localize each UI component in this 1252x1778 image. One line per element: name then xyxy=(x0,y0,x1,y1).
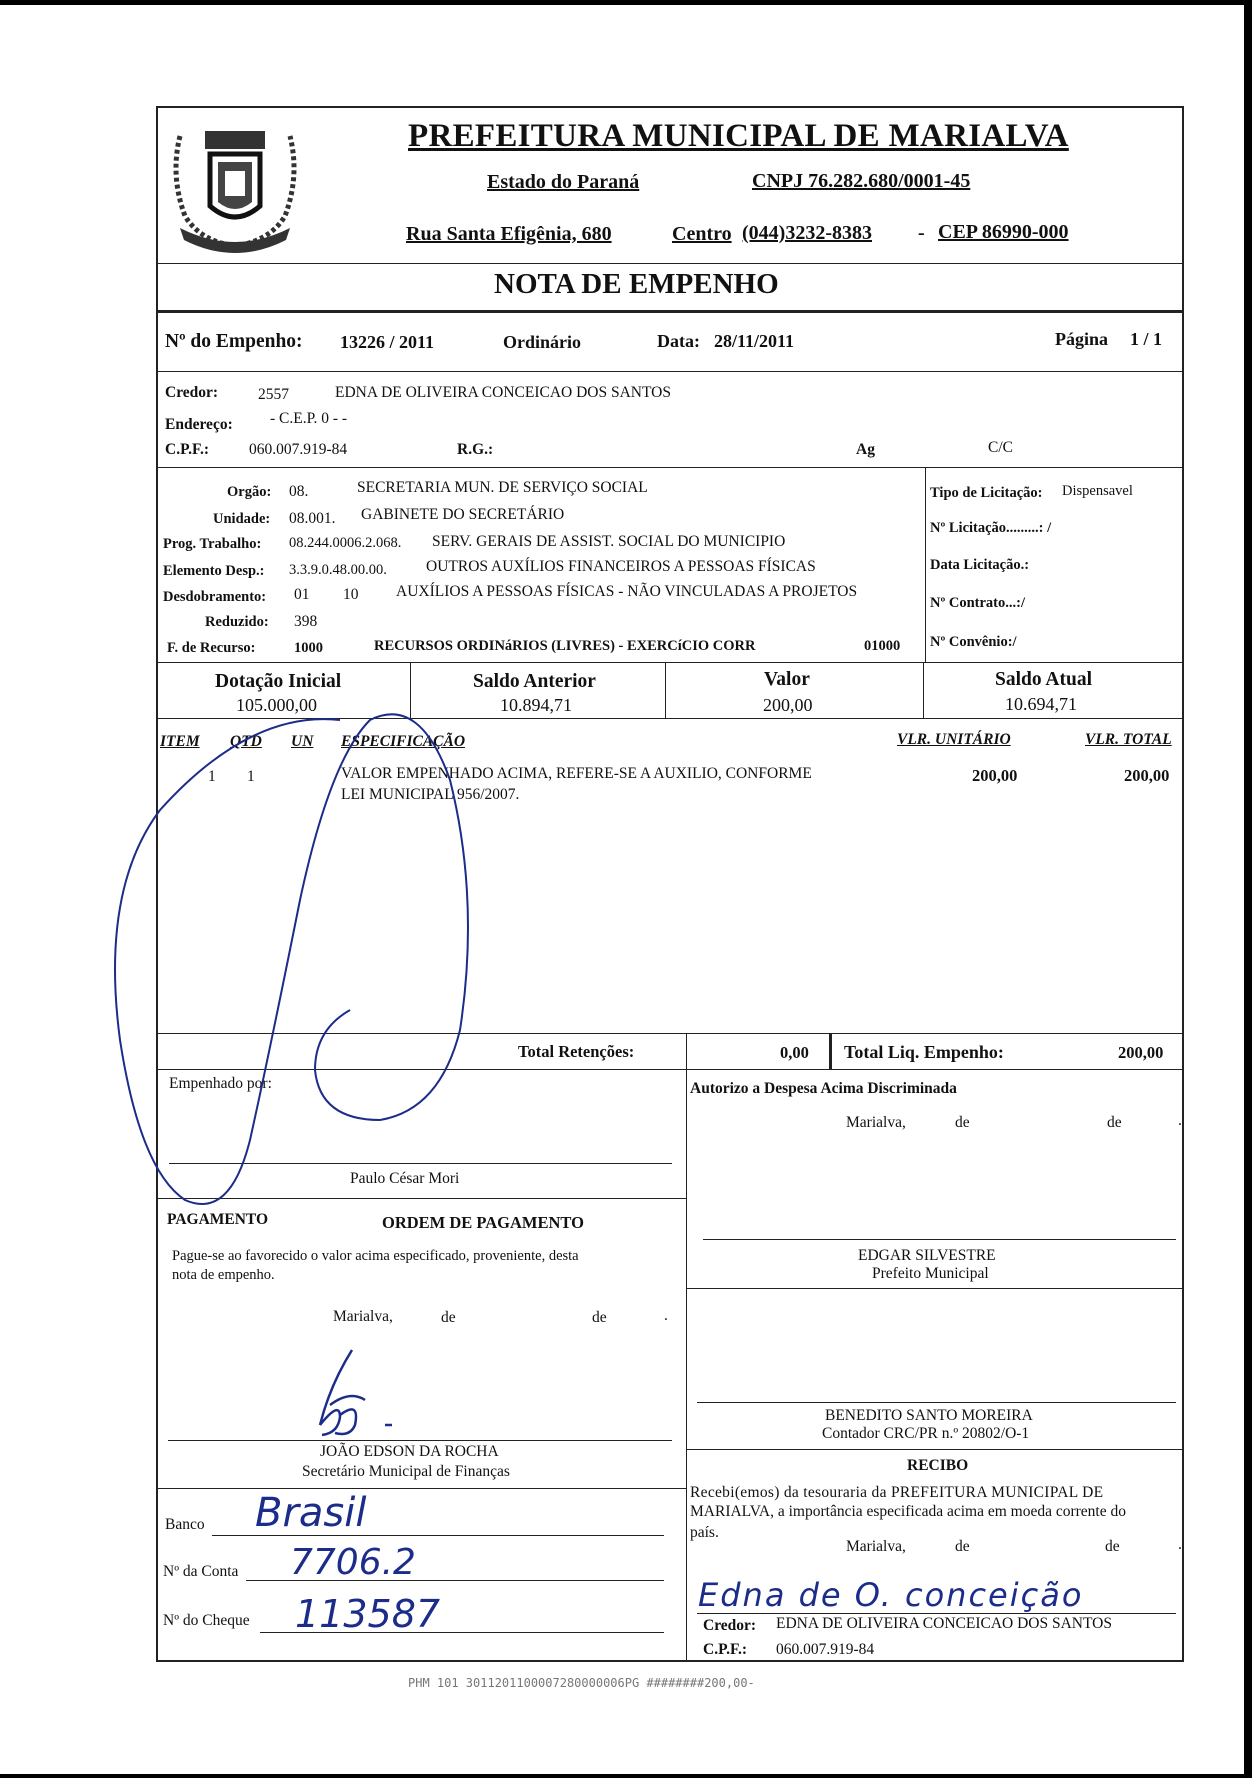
recibo-credor-label: Credor: xyxy=(703,1617,757,1634)
prefeito-title: Prefeito Municipal xyxy=(872,1265,989,1282)
cpf-label: C.P.F.: xyxy=(165,441,210,458)
row-vlr-total: 200,00 xyxy=(1124,766,1170,785)
coat-of-arms-icon xyxy=(160,116,310,264)
dotacao-value: 105.000,00 xyxy=(236,695,317,715)
autorizo-dot: . xyxy=(1178,1112,1182,1129)
contador-name: BENEDITO SANTO MOREIRA xyxy=(825,1407,1033,1424)
pagamento-de2: de xyxy=(592,1309,607,1326)
row-item: 1 xyxy=(208,768,216,785)
total-liq-value: 200,00 xyxy=(1118,1043,1164,1062)
footer-code: PHM 101 3011201100007280000006PG ########200,00- xyxy=(408,1676,755,1690)
saldo-atual-label: Saldo Atual xyxy=(995,669,1092,690)
row-vlr-unitario: 200,00 xyxy=(972,766,1018,785)
empenho-type: Ordinário xyxy=(503,332,582,352)
pagamento-dot: . xyxy=(664,1307,668,1324)
recibo-city: Marialva, xyxy=(846,1538,906,1555)
header-cnpj: CNPJ 76.282.680/0001-45 xyxy=(752,170,971,192)
prefeito-name: EDGAR SILVESTRE xyxy=(858,1247,996,1264)
conta-value: 7706.2 xyxy=(290,1542,416,1583)
autorizo-city: Marialva, xyxy=(846,1114,906,1131)
licitacao-contrato: Nº Contrato...:/ xyxy=(930,595,1025,611)
recibo-cpf: 060.007.919-84 xyxy=(776,1641,875,1658)
pagamento-label: PAGAMENTO xyxy=(167,1211,269,1228)
divider xyxy=(156,662,1184,663)
elem-label: Elemento Desp.: xyxy=(163,563,265,579)
recibo-dot: . xyxy=(1178,1536,1182,1553)
address-value: - C.E.P. 0 - - xyxy=(270,410,348,427)
divider xyxy=(156,718,1184,719)
recibo-text1: Recebi(emos) da tesouraria da PREFEITURA MUNICIPAL DE xyxy=(690,1484,1104,1501)
recibo-de2: de xyxy=(1105,1538,1120,1555)
empenho-number-label: Nº do Empenho: xyxy=(165,331,303,352)
licitacao-num: Nº Licitação.........: / xyxy=(930,520,1052,536)
saldo-anterior-value: 10.894,71 xyxy=(500,695,572,715)
autorizo-de2: de xyxy=(1107,1114,1122,1131)
unidade-name: GABINETE DO SECRETÁRIO xyxy=(361,506,565,523)
col-un: UN xyxy=(291,733,314,750)
col-especificacao: ESPECIFICAÇÃO xyxy=(341,733,466,750)
divider xyxy=(156,1488,686,1489)
desd-name: AUXÍLIOS A PESSOAS FÍSICAS - NÃO VINCULADAS A PROJETOS xyxy=(396,583,858,600)
empenhado-label: Empenhado por: xyxy=(169,1075,272,1092)
banco-value: Brasil xyxy=(255,1490,367,1536)
credor-label: Credor: xyxy=(165,384,219,401)
row-desc1: VALOR EMPENHADO ACIMA, REFERE-SE A AUXILIO, CONFORME xyxy=(341,765,812,782)
elem-name: OUTROS AUXÍLIOS FINANCEIROS A PESSOAS FÍSICAS xyxy=(426,558,816,575)
scan-edge-top xyxy=(0,0,1252,5)
licitacao-tipo-value: Dispensavel xyxy=(1062,483,1133,499)
doc-title: NOTA DE EMPENHO xyxy=(494,268,779,300)
fonte-num: 01000 xyxy=(864,638,901,654)
orgao-name: SECRETARIA MUN. DE SERVIÇO SOCIAL xyxy=(357,479,648,496)
elem-code: 3.3.9.0.48.00.00. xyxy=(289,562,387,578)
secretario-name: JOÃO EDSON DA ROCHA xyxy=(320,1443,499,1460)
col-item: ITEM xyxy=(160,733,200,750)
orgao-code: 08. xyxy=(289,483,309,500)
recibo-cpf-label: C.P.F.: xyxy=(703,1641,748,1658)
signature-line xyxy=(697,1402,1176,1403)
pagamento-de1: de xyxy=(441,1309,456,1326)
secretario-title: Secretário Municipal de Finanças xyxy=(302,1463,510,1480)
empenhado-name: Paulo César Mori xyxy=(350,1170,460,1187)
unidade-code: 08.001. xyxy=(289,510,336,527)
ag-label: Ag xyxy=(856,441,875,458)
empenho-date: 28/11/2011 xyxy=(714,331,795,351)
divider xyxy=(156,1198,686,1199)
header-address: Rua Santa Efigênia, 680 xyxy=(406,223,612,245)
header-title: PREFEITURA MUNICIPAL DE MARIALVA xyxy=(408,118,1069,154)
header-district: Centro xyxy=(672,223,732,245)
cpf-value: 060.007.919-84 xyxy=(249,441,348,458)
divider xyxy=(156,310,1184,313)
contador-title: Contador CRC/PR n.º 20802/O-1 xyxy=(822,1425,1030,1442)
ordem-pagamento-label: ORDEM DE PAGAMENTO xyxy=(382,1213,584,1232)
recibo-de1: de xyxy=(955,1538,970,1555)
signature-line xyxy=(703,1239,1176,1240)
recibo-credor-name: EDNA DE OLIVEIRA CONCEICAO DOS SANTOS xyxy=(776,1615,1112,1632)
col-qtd: QTD xyxy=(230,733,262,750)
col-vlr-unitario: VLR. UNITÁRIO xyxy=(897,731,1011,748)
empenho-number: 13226 / 2011 xyxy=(340,332,435,352)
empenho-date-label: Data: xyxy=(657,331,700,351)
row-qtd: 1 xyxy=(247,768,255,785)
row-desc2: LEI MUNICIPAL 956/2007. xyxy=(341,786,520,803)
autorizo-de1: de xyxy=(955,1114,970,1131)
unidade-label: Unidade: xyxy=(213,511,271,527)
recibo-text2: MARIALVA, a importância especificada acima em moeda corrente do xyxy=(690,1503,1126,1520)
signature-line xyxy=(697,1613,1176,1614)
divider xyxy=(925,467,926,662)
total-retencoes-label: Total Retenções: xyxy=(518,1042,635,1061)
header-cep: CEP 86990-000 xyxy=(938,221,1069,243)
conta-label: Nº da Conta xyxy=(163,1563,239,1580)
fonte-name: RECURSOS ORDINáRIOS (LIVRES) - EXERCíCIO CORR xyxy=(374,638,756,654)
fonte-label: F. de Recurso: xyxy=(167,640,256,656)
signature-line xyxy=(169,1163,672,1164)
saldo-anterior-label: Saldo Anterior xyxy=(473,671,596,692)
desd-code1: 01 xyxy=(294,586,310,603)
saldo-atual-value: 10.694,71 xyxy=(1005,694,1077,714)
pagamento-text2: nota de empenho. xyxy=(172,1267,275,1283)
divider xyxy=(923,662,924,718)
header-dash: - xyxy=(918,222,925,244)
credor-name: EDNA DE OLIVEIRA CONCEICAO DOS SANTOS xyxy=(335,384,671,401)
banco-label: Banco xyxy=(165,1516,205,1533)
header-phone: (044)3232-8383 xyxy=(742,222,872,244)
autorizo-label: Autorizo a Despesa Acima Discriminada xyxy=(690,1080,957,1097)
cheque-value: 113587 xyxy=(295,1592,441,1636)
fonte-code: 1000 xyxy=(294,640,323,656)
prog-name: SERV. GERAIS DE ASSIST. SOCIAL DO MUNICIPIO xyxy=(432,533,786,550)
reduzido-label: Reduzido: xyxy=(205,614,269,630)
empenho-page: 1 / 1 xyxy=(1130,329,1163,349)
reduzido-code: 398 xyxy=(294,613,318,630)
desd-label: Desdobramento: xyxy=(163,589,267,605)
divider xyxy=(156,371,1184,372)
divider xyxy=(156,263,1184,264)
divider xyxy=(156,1069,1184,1070)
desd-code2: 10 xyxy=(343,586,359,603)
cc-label: C/C xyxy=(988,439,1013,456)
divider xyxy=(156,467,1184,468)
pagamento-signature-icon xyxy=(300,1345,420,1440)
divider xyxy=(156,1033,1184,1034)
col-vlr-total: VLR. TOTAL xyxy=(1085,731,1172,748)
pagamento-text1: Pague-se ao favorecido o valor acima especificado, proveniente, desta xyxy=(172,1248,579,1264)
divider xyxy=(686,1069,687,1662)
divider xyxy=(665,662,666,718)
licitacao-tipo-label: Tipo de Licitação: xyxy=(930,485,1043,501)
licitacao-convenio: Nº Convênio:/ xyxy=(930,634,1017,650)
divider xyxy=(410,662,411,718)
pagamento-city: Marialva, xyxy=(333,1308,393,1325)
prog-label: Prog. Trabalho: xyxy=(163,536,262,552)
valor-label: Valor xyxy=(764,669,810,690)
address-label: Endereço: xyxy=(165,416,233,433)
divider xyxy=(829,1033,832,1069)
empenho-page-label: Página xyxy=(1055,329,1109,349)
rg-label: R.G.: xyxy=(457,441,494,458)
valor-value: 200,00 xyxy=(763,695,813,715)
signature-line xyxy=(168,1440,672,1441)
recibo-label: RECIBO xyxy=(907,1457,969,1474)
recibo-text3: país. xyxy=(690,1524,719,1541)
recibo-signature: Edna de O. conceição xyxy=(698,1576,1084,1614)
divider xyxy=(686,1449,1184,1450)
header-state: Estado do Paraná xyxy=(487,171,640,193)
licitacao-data: Data Licitação.: xyxy=(930,557,1030,573)
credor-code: 2557 xyxy=(258,386,289,403)
dotacao-label: Dotação Inicial xyxy=(215,671,342,692)
divider xyxy=(686,1288,1184,1289)
cheque-label: Nº do Cheque xyxy=(163,1612,250,1629)
scan-edge-bottom xyxy=(0,1774,1252,1778)
total-retencoes-value: 0,00 xyxy=(780,1043,809,1062)
scan-edge-right xyxy=(1244,0,1252,1778)
total-liq-label: Total Liq. Empenho: xyxy=(844,1042,1004,1062)
divider xyxy=(686,1033,687,1069)
prog-code: 08.244.0006.2.068. xyxy=(289,535,402,551)
orgao-label: Orgão: xyxy=(227,484,272,500)
